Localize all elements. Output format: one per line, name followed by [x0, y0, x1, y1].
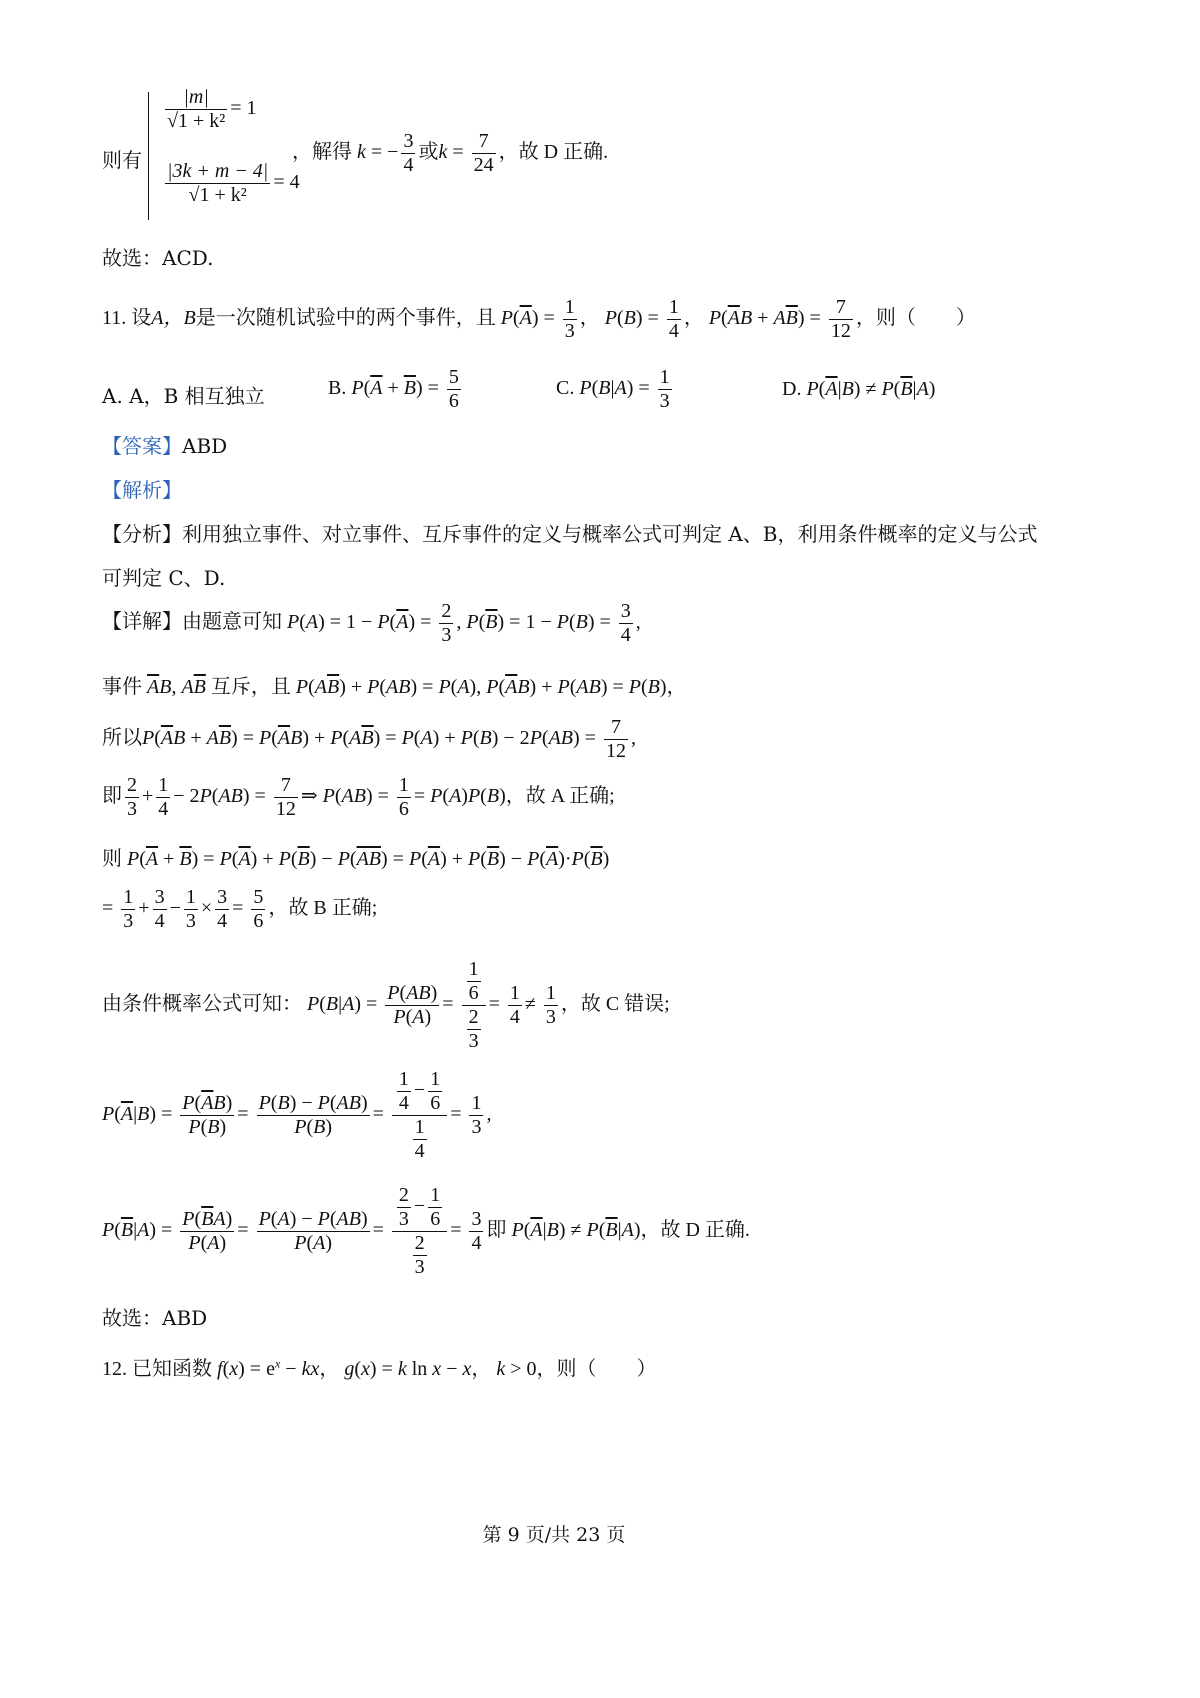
system-brace	[148, 92, 157, 220]
system-conclusion: ，解得 k = − $\frac{3}{4}$ 或k = $\frac{7}{24}$ ，故 D 正确.	[292, 130, 609, 176]
system-eq2: $\frac{|3k + m - 4|}{\text{√1 + k²}}$ = 4	[167, 160, 300, 206]
q11-stem: 11. 设A，B是一次随机试验中的两个事件，且 $P(\overline{A})$ = $\frac{1}{3}$ ， P(B) = $\frac{1}{4}$ ， $P(\overline{A}B + A\overline{B})$ = $\frac{7}{12}$ ，则（ ）	[102, 296, 976, 342]
detail-line9: $P(\overline{B}|A)$ = $\frac{P(\overline{B}A)}{P(A)}$ = $\frac{P(A) - P(AB)}{P(A)}$ = $\frac{2}{3}$ − $\frac{1}{6}$ $\frac{2}{3}$ = $\frac{3}{4}$ 即 $P(\overline{A}|B) \ne P(\overline{B}|A)$，故 D 正确.	[102, 1184, 750, 1278]
answer-tag: 【答案】	[102, 434, 182, 458]
detail-line3: 所以$P(\overline{A}B + A\overline{B}) = P(\overline{A}B) + P(A\overline{B}) = P(A) + P(B) - 2P(AB)$ = $\frac{7}{12}$ ,	[102, 716, 636, 762]
q11-option-b: B. $P(\overline{A} + \overline{B})$ = $\frac{5}{6}$	[328, 366, 459, 412]
page-footer: 第 9 页/共 23 页	[482, 1524, 626, 1546]
prev-choice: 故选：ACD.	[102, 246, 214, 270]
q11-option-a: A. A，B 相互独立	[102, 384, 265, 408]
detail-line8: $P(\overline{A}|B)$ = $\frac{P(\overline{A}B)}{P(B)}$ = $\frac{P(B) - P(AB)}{P(B)}$ = $\frac{1}{4}$ − $\frac{1}{6}$ $\frac{1}{4}$ = $\frac{1}{3}$ ,	[102, 1068, 492, 1162]
q12-stem: 12. 已知函数 $f(x) = e^x$ − kx， g(x) = k ln x − x， k > 0，则（ ）	[102, 1356, 657, 1380]
analysis-tag: 【解析】	[102, 478, 182, 502]
solution-lead: 则有	[102, 148, 142, 172]
fenxi-line2: 可判定 C、D.	[102, 566, 226, 590]
detail-line2: 事件 $\overline{A}B$, $A\overline{B}$ 互斥，且 $P(A\overline{B}) + P(AB) = P(A)$, $P(\overline{A}B) + P(AB) = P(B)$，	[102, 676, 687, 698]
fenxi-line1: 【分析】利用独立事件、对立事件、互斥事件的定义与概率公式可判定 A、B，利用条件概率的定义与公式	[102, 522, 1038, 546]
detail-line1: 【详解】由题意可知 $P(A) = 1 - P(\overline{A})$ = $\frac{2}{3}$ , $P(\overline{B}) = 1 - P(B)$ = $\frac{3}{4}$ ,	[102, 600, 641, 646]
detail-line4: 即 $\frac{2}{3}$ + $\frac{1}{4}$ − 2P(AB) = $\frac{7}{12}$ ⇒ P(AB) = $\frac{1}{6}$ = P(A)P(B)，故 A 正确;	[102, 774, 615, 820]
q11-option-c: C. P(B|A) = $\frac{1}{3}$	[556, 366, 670, 412]
q11-choice: 故选：ABD	[102, 1306, 208, 1330]
detail-line7: 由条件概率公式可知： P(B|A) = $\frac{P(AB)}{P(A)}$ = $\frac{\frac{1}{6}}{\frac{2}{3}}$ = $\frac{1}{4}$ ≠ $\frac{1}{3}$ ，故 C 错误;	[102, 958, 670, 1052]
detail-line5: 则 $P(\overline{A} + \overline{B}) = P(\overline{A}) + P(\overline{B}) - P(\overline{AB}) = P(\overline{A}) + P(\overline{B}) - P(\overline{A})\cdot P(\overline{B})$	[102, 848, 610, 870]
q11-answer: 【答案】ABD	[102, 434, 228, 458]
system-eq1: $\frac{|m|}{\text{√1 + k²}}$ = 1	[167, 86, 257, 132]
detail-line6: = $\frac{1}{3}$ + $\frac{3}{4}$ − $\frac{1}{3}$ × $\frac{3}{4}$ = $\frac{5}{6}$ ，故 B 正确;	[102, 886, 378, 932]
q11-option-d: D. $P(\overline{A}|B) \ne P(\overline{B}|A)$	[782, 378, 936, 400]
